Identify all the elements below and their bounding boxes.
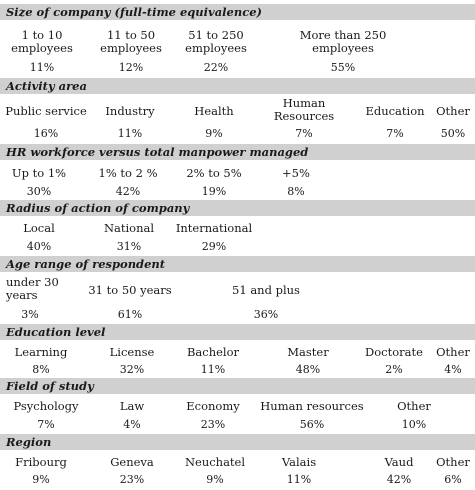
column-label: Industry: [105, 104, 155, 118]
section-header-radius-of-action: [0, 200, 475, 216]
column-label: 1 to 10 employees: [11, 28, 73, 55]
column-value: 11%: [286, 473, 312, 486]
section-header-field-of-study: [0, 378, 475, 394]
section-title: Activity area: [6, 79, 87, 93]
column-value: 12%: [118, 61, 144, 74]
section-header-age-range: [0, 256, 475, 272]
column-value: 2%: [385, 363, 403, 376]
column-label: Health: [194, 104, 234, 118]
column-value: 4%: [444, 363, 462, 376]
column-value: 10%: [401, 418, 427, 431]
column-value: 61%: [117, 308, 143, 321]
column-label: Up to 1%: [11, 166, 67, 180]
column-value: 31%: [116, 240, 142, 253]
column-value: 32%: [119, 363, 145, 376]
section-title: Field of study: [6, 379, 94, 393]
column-value: 56%: [299, 418, 325, 431]
section-title: Age range of respondent: [6, 257, 166, 271]
column-value: 48%: [295, 363, 321, 376]
column-value: 19%: [201, 185, 227, 198]
column-value: 22%: [203, 61, 229, 74]
section-title: Size of company (full-time equivalence): [6, 5, 262, 19]
column-label: More than 250 employees: [299, 28, 387, 55]
column-value: 36%: [253, 308, 279, 321]
section-header-education-level: [0, 324, 475, 340]
column-value: 42%: [386, 473, 412, 486]
column-label: 51 to 250 employees: [185, 28, 247, 55]
column-label: +5%: [282, 166, 310, 180]
column-value: 23%: [200, 418, 226, 431]
column-label: Valais: [281, 455, 317, 469]
column-label: Fribourg: [15, 455, 67, 469]
column-value: 42%: [115, 185, 141, 198]
section-title: Education level: [6, 325, 106, 339]
column-value: 11%: [200, 363, 226, 376]
column-value: 29%: [201, 240, 227, 253]
column-value: 40%: [26, 240, 52, 253]
column-label: 1% to 2 %: [98, 166, 158, 180]
column-value: 4%: [123, 418, 141, 431]
section-header-company-size: [0, 4, 475, 20]
section-header-hr-workforce: [0, 144, 475, 160]
column-label: Other: [436, 104, 470, 118]
column-value: 7%: [386, 127, 404, 140]
column-value: 11%: [117, 127, 143, 140]
column-value: 9%: [206, 473, 224, 486]
column-value: 7%: [37, 418, 55, 431]
column-value: 9%: [32, 473, 50, 486]
column-label: Human Resources: [273, 96, 335, 123]
column-value: 23%: [119, 473, 145, 486]
column-label: Public service: [5, 104, 87, 118]
column-value: 11%: [29, 61, 55, 74]
column-value: 8%: [287, 185, 305, 198]
column-value: 30%: [26, 185, 52, 198]
column-label: Vaud: [384, 455, 414, 469]
column-label: Economy: [186, 399, 240, 413]
column-label: under 30 years: [6, 275, 59, 302]
column-label: Neuchatel: [184, 455, 246, 469]
column-label: 31 to 50 years: [88, 283, 172, 297]
column-label: Human resources: [260, 399, 364, 413]
column-value: 55%: [330, 61, 356, 74]
section-header-region: [0, 434, 475, 450]
column-label: Law: [119, 399, 145, 413]
column-label: Local: [23, 221, 55, 235]
column-label: 51 and plus: [232, 283, 300, 297]
column-label: International: [175, 221, 253, 235]
column-label: Other: [436, 345, 470, 359]
column-label: Other: [397, 399, 431, 413]
column-label: Other: [436, 455, 470, 469]
column-value: 3%: [21, 308, 39, 321]
column-label: Master: [287, 345, 329, 359]
section-title: Radius of action of company: [6, 201, 190, 215]
column-label: Psychology: [13, 399, 79, 413]
column-value: 9%: [205, 127, 223, 140]
column-label: 2% to 5%: [186, 166, 242, 180]
section-title: HR workforce versus total manpower managed: [6, 145, 309, 159]
column-value: 16%: [33, 127, 59, 140]
column-value: 7%: [295, 127, 313, 140]
column-value: 8%: [32, 363, 50, 376]
column-label: License: [109, 345, 155, 359]
column-label: Learning: [14, 345, 68, 359]
column-label: Doctorate: [365, 345, 423, 359]
section-title: Region: [6, 435, 52, 449]
column-label: National: [103, 221, 155, 235]
column-label: 11 to 50 employees: [100, 28, 162, 55]
column-label: Education: [365, 104, 425, 118]
column-value: 50%: [440, 127, 466, 140]
column-label: Geneva: [110, 455, 154, 469]
section-header-activity-area: [0, 78, 475, 94]
column-label: Bachelor: [186, 345, 240, 359]
column-value: 6%: [444, 473, 462, 486]
